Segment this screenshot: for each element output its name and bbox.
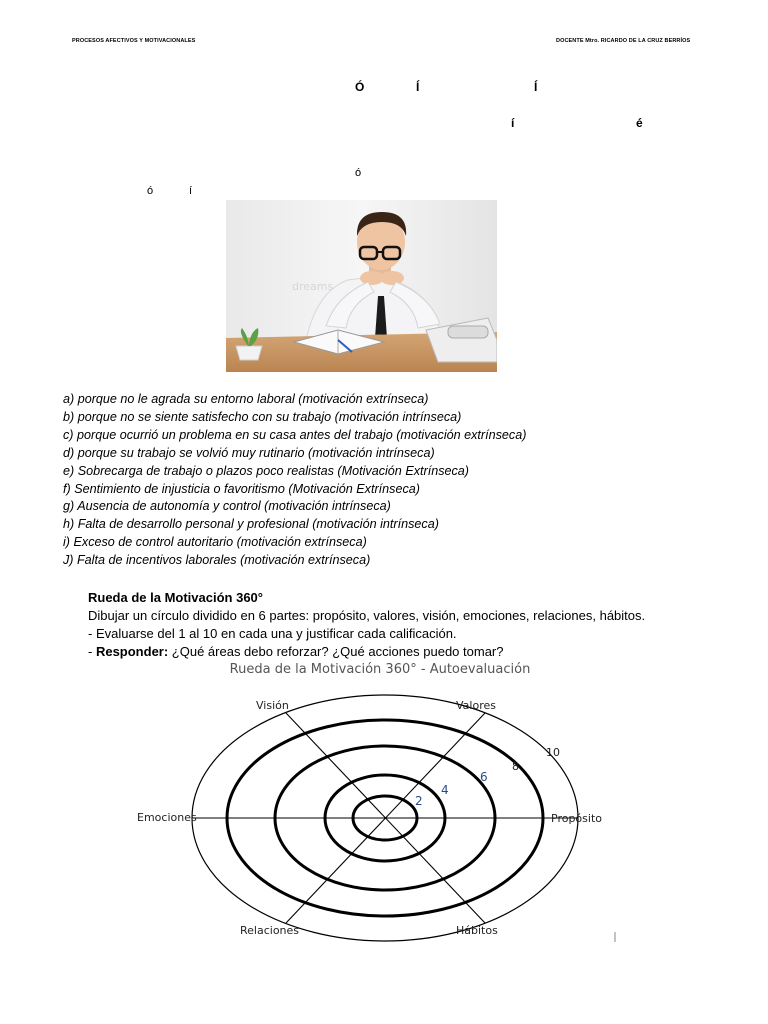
- list-item: J) Falta de incentivos laborales (motivación extrínseca): [63, 553, 371, 568]
- label-relaciones: Relaciones: [240, 924, 300, 937]
- list-item: c) porque ocurrió un problema en su casa antes del trabajo (motivación extrínseca): [63, 427, 527, 442]
- stray-glyph: Í: [534, 80, 538, 94]
- header-course-title: PROCESOS AFECTIVOS Y MOTIVACIONALES: [72, 38, 196, 44]
- wheel-title: Rueda de la Motivación 360° - Autoevaluación: [229, 662, 531, 677]
- stray-glyph: ó: [147, 185, 154, 197]
- list-item: g) Ausencia de autonomía y control (motivación intrínseca): [63, 499, 391, 514]
- stray-glyph: í: [189, 185, 193, 197]
- stray-glyph: Ó: [355, 80, 365, 94]
- label-emociones: Emociones: [137, 811, 197, 824]
- header-teacher-name: DOCENTE Mtro. RICARDO DE LA CRUZ BERRÍOS: [556, 38, 691, 44]
- label-habitos: Hábitos: [456, 924, 498, 937]
- svg-text:dreams: dreams: [292, 280, 334, 293]
- motivation-reasons-list: [63, 391, 526, 570]
- activity-instructions: [88, 589, 645, 661]
- list-item: f) Sentimiento de injusticia o favoritismo (Motivación Extrínseca): [63, 481, 420, 496]
- scale-label-10: 10: [546, 746, 560, 759]
- instruction-line: Dibujar un círculo dividido en 6 partes: propósito, valores, visión, emociones, relaciones, hábitos.: [88, 608, 646, 623]
- list-item: b) porque no se siente satisfecho con su trabajo (motivación intrínseca): [63, 409, 462, 424]
- list-item: h) Falta de desarrollo personal y profesional (motivación intrínseca): [63, 517, 439, 532]
- list-item: i) Exceso de control autoritario (motivación extrínseca): [63, 535, 367, 550]
- scale-label-2: 2: [415, 794, 423, 808]
- instruction-line: - Responder: ¿Qué áreas debo reforzar? ¿Qué acciones puedo tomar?: [88, 644, 504, 659]
- respond-label: Responder:: [95, 644, 169, 659]
- scale-label-6: 6: [480, 770, 488, 784]
- instruction-line: - Evaluarse del 1 al 10 en cada una y justificar cada calificación.: [88, 626, 457, 641]
- label-valores: Valores: [456, 699, 496, 712]
- stray-glyph: ó: [355, 167, 362, 179]
- label-proposito: Propósito: [551, 812, 602, 825]
- stray-glyph: é: [636, 116, 643, 130]
- scale-label-4: 4: [441, 783, 449, 797]
- office-worker-photo: [226, 200, 497, 372]
- stray-glyph: Í: [416, 80, 420, 94]
- list-item: e) Sobrecarga de trabajo o plazos poco realistas (Motivación Extrínseca): [63, 463, 470, 478]
- motivation-wheel-diagram: [120, 655, 630, 945]
- stray-glyph: í: [511, 116, 515, 130]
- scale-label-8: 8: [512, 760, 519, 773]
- list-item: d) porque su trabajo se volvió muy rutinario (motivación intrínseca): [63, 445, 435, 460]
- label-vision: Visión: [256, 699, 289, 712]
- section-title: Rueda de la Motivación 360°: [88, 590, 263, 605]
- list-item: a) porque no le agrada su entorno laboral (motivación extrínseca): [63, 392, 429, 406]
